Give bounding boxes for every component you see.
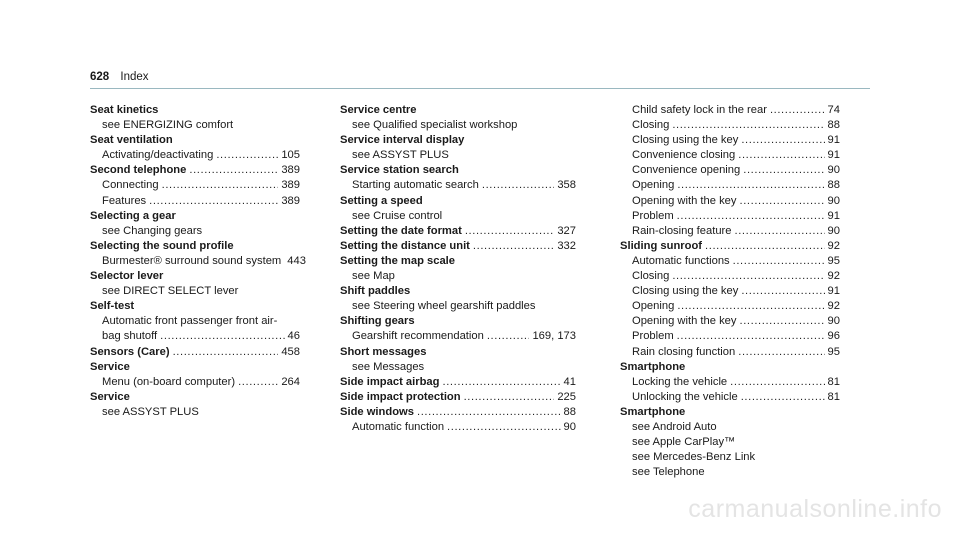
entry-text: Convenience opening [632,164,741,177]
index-subentry [620,148,840,163]
entry-text: Setting the distance unit [340,239,470,252]
page-reference: 81 [827,375,840,388]
index-entry [340,375,576,390]
index-subentry [620,390,840,405]
index-subentry [340,118,576,133]
entry-text: Opening [632,300,675,313]
entry-text: Second telephone [90,164,187,177]
page-reference: 91 [827,285,840,298]
leader-dots [730,375,824,390]
entry-text: Setting the map scale [340,254,456,267]
entry-text: Shifting gears [340,315,415,328]
page-reference: 358 [557,179,576,192]
entry-text: bag shutoff [102,330,158,343]
page-reference: 92 [827,270,840,283]
leader-dots [473,239,554,254]
index-subentry [90,254,306,269]
index-entry [90,360,300,375]
index-subentry [90,284,300,299]
entry-text: Activating/deactivating [102,149,214,162]
page-reference: 92 [827,239,840,252]
leader-dots [677,299,824,314]
page-number: 628 [90,71,110,83]
index-subentry [620,420,840,435]
entry-text: see Apple CarPlay™ [632,436,736,449]
entry-text: Side impact protection [340,390,461,403]
entry-text: see Telephone [632,466,705,479]
entry-text: Sliding sunroof [620,239,703,252]
page-reference: 92 [827,300,840,313]
entry-text: Burmester® surround sound system [102,254,282,267]
page-reference: 81 [827,390,840,403]
entry-text: Closing [632,119,670,132]
index-entry [90,133,300,148]
leader-dots [770,103,825,118]
index-entry [620,239,840,254]
page-reference: 74 [827,104,840,116]
index-subentry [620,209,840,224]
index-subentry [340,420,576,435]
entry-text: Rain closing function [632,345,736,358]
leader-dots [149,194,278,209]
page-reference: 96 [827,330,840,343]
entry-text: Closing using the key [632,134,739,147]
index-subentry [620,163,840,178]
index-entry [340,345,576,360]
index-column-1 [90,103,306,420]
index-subentry [620,450,840,465]
index-subentry [90,148,300,163]
page-reference: 91 [827,149,840,162]
leader-dots [173,345,279,360]
index-subentry [340,148,576,163]
leader-dots [216,148,278,163]
index-subentry [620,314,840,329]
leader-dots [487,329,530,344]
index-entry [90,269,300,284]
entry-text: Setting the date format [340,224,462,237]
entry-text: Child safety lock in the rear [632,104,767,116]
index-subentry [620,118,840,133]
index-entry [340,194,576,209]
index-subentry [620,299,840,314]
index-entry [90,163,300,178]
leader-dots [733,254,825,269]
index-subentry [340,178,576,193]
page-reference: 88 [827,179,840,192]
page-reference: 389 [281,194,300,207]
page-reference: 41 [563,375,576,388]
entry-text: Service interval display [340,134,465,147]
entry-text: Smartphone [620,360,686,373]
index-subentry [90,118,300,133]
index-entry [340,254,576,269]
entry-text: Shift paddles [340,285,411,298]
index-subentry [620,465,840,480]
watermark: carmanualsonline.info [688,495,942,523]
page-reference: 389 [281,164,300,177]
entry-text: see Qualified specialist workshop [352,119,518,132]
index-subentry [90,314,300,329]
page-reference: 327 [557,224,576,237]
index-subentry [340,329,576,344]
page-reference: 88 [827,119,840,132]
entry-text: Closing [632,270,670,283]
page-reference: 88 [563,405,576,418]
entry-text: Connecting [102,179,159,192]
index-subentry [620,345,840,360]
entry-text: Service [90,360,130,373]
entry-text: Service centre [340,104,417,116]
leader-dots [739,314,824,329]
index-entry [340,224,576,239]
leader-dots [741,133,824,148]
leader-dots [482,178,554,193]
entry-text: Seat kinetics [90,104,159,116]
leader-dots [442,375,560,390]
page-reference: 90 [827,194,840,207]
index-entry [90,390,300,405]
index-subentry [340,360,576,375]
index-entry [340,390,576,405]
entry-text: Sensors (Care) [90,345,170,358]
entry-text: Opening [632,179,675,192]
entry-text: Starting automatic search [352,179,479,192]
leader-dots [677,209,825,224]
entry-text: Service station search [340,164,459,177]
index-entry [90,299,300,314]
index-subentry [620,178,840,193]
index-subentry [620,329,840,344]
leader-dots [738,345,824,360]
entry-text: Short messages [340,345,427,358]
leader-dots [739,194,824,209]
page-reference: 90 [827,224,840,237]
index-entry [340,133,576,148]
index-subentry [340,299,576,314]
entry-text: Selecting the sound profile [90,239,234,252]
page-reference: 264 [281,375,300,388]
page-header [90,71,149,83]
leader-dots [741,390,825,405]
leader-dots [735,224,825,239]
index-entry [340,163,576,178]
entry-text: see Android Auto [632,420,717,433]
leader-dots [189,163,278,178]
entry-text: see ASSYST PLUS [102,405,199,418]
entry-text: Menu (on-board computer) [102,375,236,388]
leader-dots [464,390,555,405]
page-reference: 332 [557,239,576,252]
page-reference: 105 [281,149,300,162]
leader-dots [677,329,825,344]
index-entry [90,239,300,254]
entry-text: Setting a speed [340,194,423,207]
entry-text: Smartphone [620,405,686,418]
index-subentry [620,103,840,118]
leader-dots [738,148,824,163]
index-subentry [620,194,840,209]
entry-text: Problem [632,209,674,222]
leader-dots [465,224,555,239]
page-title: Index [120,71,149,83]
entry-text: see Mercedes-Benz Link [632,451,756,464]
entry-text: Convenience closing [632,149,736,162]
index-subentry [90,329,300,344]
leader-dots [743,163,824,178]
entry-text: Automatic front passenger front air- [102,315,278,328]
page-reference: 90 [827,164,840,177]
index-subentry [620,284,840,299]
index-subentry [90,375,300,390]
entry-text: Locking the vehicle [632,375,728,388]
index-column-2 [340,103,576,435]
index-entry [340,239,576,254]
index-subentry [620,375,840,390]
index-subentry [340,269,576,284]
leader-dots [447,420,561,435]
entry-text: Seat ventilation [90,134,173,147]
entry-text: Service [90,390,130,403]
leader-dots [677,178,824,193]
header-divider [90,88,870,89]
index-entry [90,345,300,360]
entry-text: see Steering wheel gearshift paddles [352,300,536,313]
index-subentry [620,269,840,284]
page-reference: 91 [827,134,840,147]
index-subentry [620,435,840,450]
index-subentry [90,224,300,239]
entry-text: see Map [352,270,395,283]
entry-text: Gearshift recommendation [352,330,484,343]
entry-text: see Messages [352,360,425,373]
entry-text: Features [102,194,147,207]
entry-text: Problem [632,330,674,343]
index-subentry [620,224,840,239]
page-reference: 225 [557,390,576,403]
entry-text: see Changing gears [102,224,203,237]
index-entry [340,103,576,118]
entry-text: Selecting a gear [90,209,176,222]
leader-dots [705,239,825,254]
entry-text: Selector lever [90,270,164,283]
page-reference: 90 [563,420,576,433]
page-reference: 458 [281,345,300,358]
leader-dots [672,269,824,284]
entry-text: Self-test [90,300,135,313]
index-entry [90,103,300,118]
index-entry [90,209,300,224]
index-subentry [340,209,576,224]
entry-text: see Cruise control [352,209,443,222]
page-reference: 95 [827,345,840,358]
leader-dots [417,405,561,420]
entry-text: Opening with the key [632,315,737,328]
index-column-3 [620,103,840,480]
index-subentry [620,254,840,269]
index-entry [340,405,576,420]
index-subentry [90,194,300,209]
index-subentry [620,133,840,148]
entry-text: see DIRECT SELECT lever [102,285,239,298]
index-entry [340,314,576,329]
index-subentry [90,405,300,420]
page-reference: 46 [287,330,300,343]
index-entry [340,284,576,299]
leader-dots [162,178,279,193]
entry-text: Opening with the key [632,194,737,207]
entry-text: see ASSYST PLUS [352,149,449,162]
page-reference: 90 [827,315,840,328]
leader-dots [160,329,284,344]
index-entry [620,405,840,420]
leader-dots [741,284,824,299]
entry-text: Side impact airbag [340,375,440,388]
entry-text: Closing using the key [632,285,739,298]
entry-text: Automatic function [352,420,445,433]
leader-dots [672,118,824,133]
page-reference: 95 [827,254,840,267]
index-entry [620,360,840,375]
page-reference: 91 [827,209,840,222]
entry-text: Automatic functions [632,254,730,267]
entry-text: Unlocking the vehicle [632,390,738,403]
page-reference: 389 [281,179,300,192]
page-reference: 443 [287,254,306,267]
leader-dots [238,375,278,390]
page-reference: 169, 173 [532,330,576,343]
index-subentry [90,178,300,193]
entry-text: Rain-closing feature [632,224,732,237]
entry-text: see ENERGIZING comfort [102,119,234,132]
entry-text: Side windows [340,405,414,418]
